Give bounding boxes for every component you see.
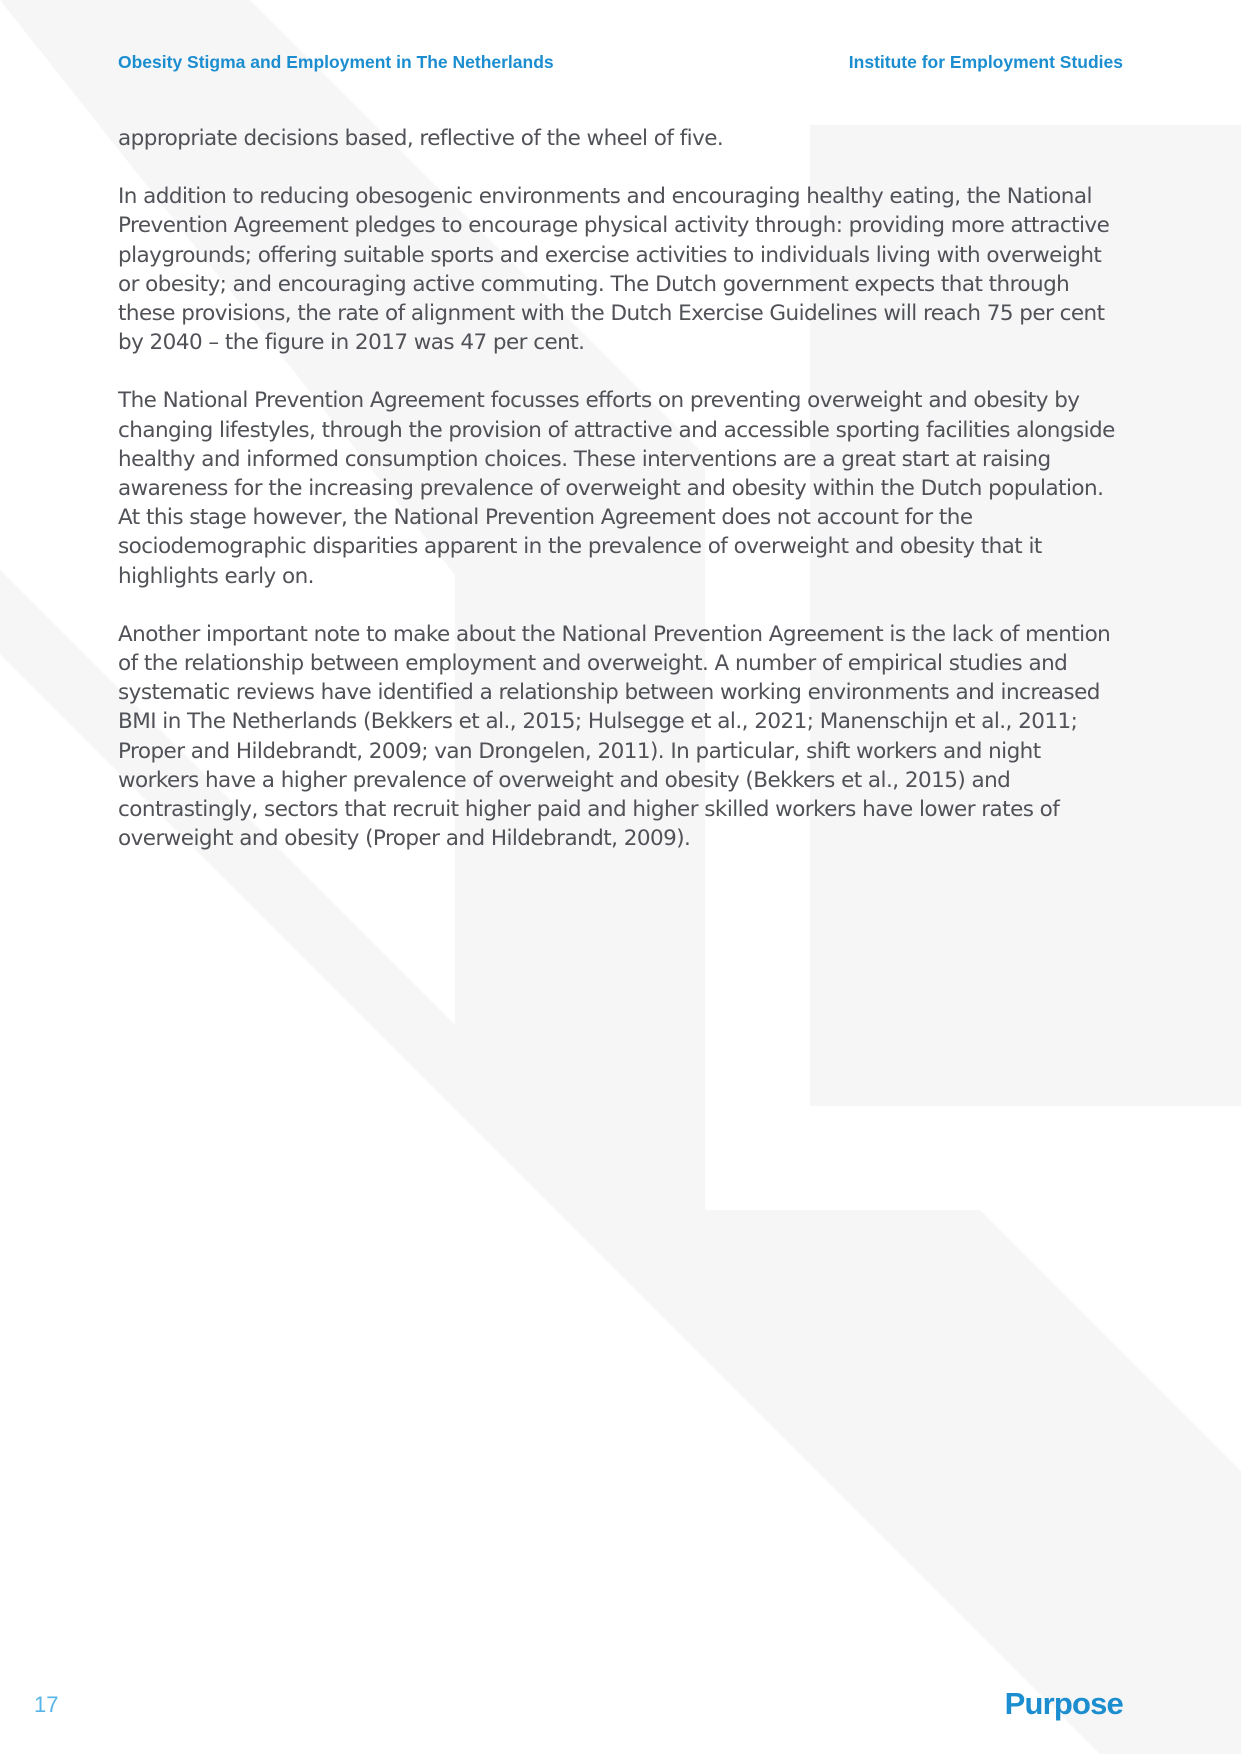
running-header-publisher: Institute for Employment Studies	[848, 52, 1123, 72]
section-brand-logo: Purpose	[1004, 1686, 1123, 1721]
paragraph: In addition to reducing obesogenic environments and encouraging healthy eating, the National Prevention Agreement pledges to encourage physical activity through: providing more attractive playgrounds; offering suitable sports and exercise activities to individuals living with overweight or obesity; and encouraging active commuting. The Dutch government expects that through these provisions, the rate of alignment with the Dutch Exercise Guidelines will reach 75 per cent by 2040 – the figure in 2017 was 47 per cent.	[118, 184, 1110, 356]
page-number: 17	[34, 1692, 59, 1717]
body-text	[118, 124, 1123, 882]
paragraph: appropriate decisions based, reflective of the wheel of five.	[118, 126, 724, 151]
paragraph: Another important note to make about the National Prevention Agreement is the lack of mention of the relationship between employment and overweight. A number of empirical studies and systematic reviews have identified a relationship between working environments and increased BMI in The Netherlands (Bekkers et al., 2015; Hulsegge et al., 2021; Manenschijn et al., 2011; Proper and Hildebrandt, 2009; van Drongelen, 2011). In particular, shift workers and night workers have a higher prevalence of overweight and obesity (Bekkers et al., 2015) and contrastingly, sectors that recruit higher paid and higher skilled workers have lower rates of overweight and obesity (Proper and Hildebrandt, 2009).	[118, 621, 1111, 852]
running-header-title: Obesity Stigma and Employment in The Netherlands	[118, 52, 554, 72]
paragraph: The National Prevention Agreement focusses efforts on preventing overweight and obesity by changing lifestyles, through the provision of attractive and accessible sporting facilities alongside healthy and informed consumption choices. These interventions are a great start at raising awareness for the increasing prevalence of overweight and obesity within the Dutch population. At this stage however, the National Prevention Agreement does not account for the sociodemographic disparities apparent in the prevalence of overweight and obesity that it highlights early on.	[118, 388, 1115, 589]
